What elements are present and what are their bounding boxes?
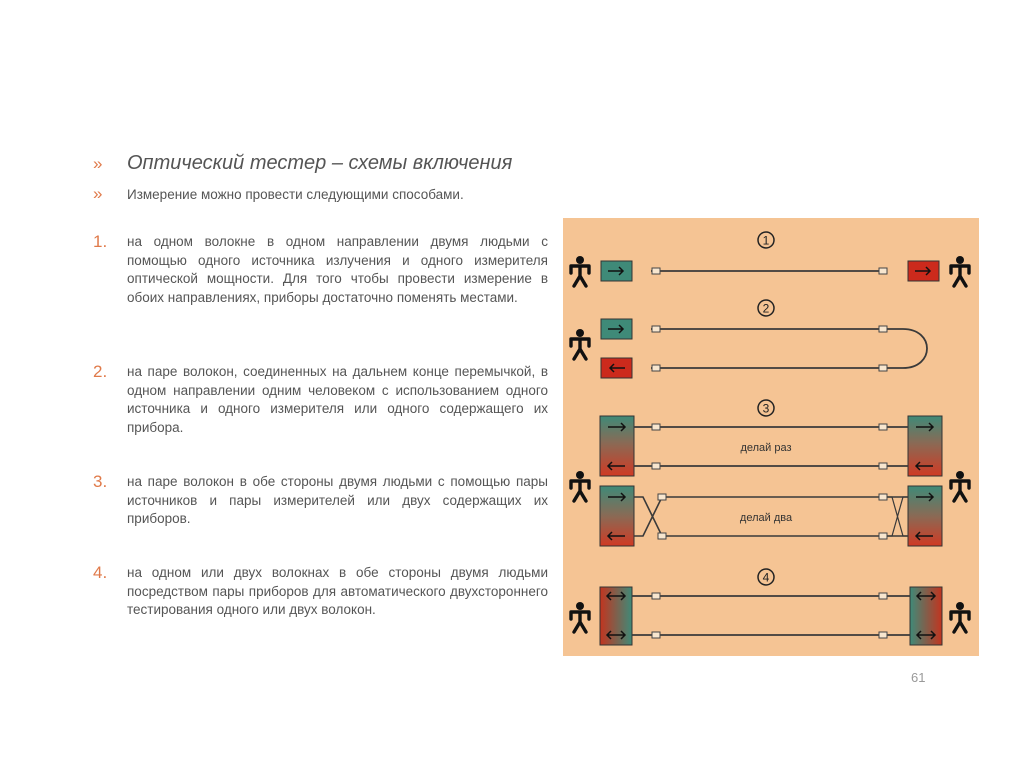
title-bullet xyxy=(93,152,512,175)
page-number: 61 xyxy=(911,670,926,685)
item-text: на паре волокон в обе стороны двумя людьми с помощью пары источников и пары измерителей или двух содержащих их приборов. xyxy=(127,474,548,527)
tester-device-icon xyxy=(600,486,634,546)
bullet-marker: » xyxy=(93,184,103,203)
bullet-marker: » xyxy=(93,154,103,173)
step-label: делай два xyxy=(739,512,793,524)
person-icon xyxy=(951,471,969,501)
method-item-2 xyxy=(93,363,548,437)
method-item-1 xyxy=(93,233,548,307)
person-icon xyxy=(571,471,589,501)
tester-device-icon xyxy=(908,416,942,476)
method-item-3 xyxy=(93,473,548,529)
person-icon xyxy=(571,256,589,286)
tester-device-icon xyxy=(908,486,942,546)
item-number: 4. xyxy=(93,563,108,582)
diagram-svg xyxy=(563,218,979,656)
item-text: на одном волокне в одном направлении двумя людьми с помощью одного источника излучения и одного измерителя оптической мощности. Для того чтобы провести измерение в обоих направлениях, приборы достаточно поменять местами. xyxy=(127,234,548,305)
scheme-number-label: 1 xyxy=(762,233,770,248)
scheme-number-label: 2 xyxy=(762,301,770,316)
scheme-2 xyxy=(571,300,927,378)
scheme-3 xyxy=(571,400,969,546)
method-item-4 xyxy=(93,564,548,620)
person-icon xyxy=(951,256,969,286)
item-number: 1. xyxy=(93,232,108,251)
step-label: делай раз xyxy=(740,442,792,454)
item-text: на паре волокон, соединенных на дальнем конце перемычкой, в одном направлении одним человеком с использованием одного источника и одного измерителя или одного содержащего их прибора. xyxy=(127,364,548,435)
person-icon xyxy=(571,602,589,632)
scheme-number-label: 4 xyxy=(762,570,770,585)
item-number: 3. xyxy=(93,472,108,491)
item-number: 2. xyxy=(93,362,108,381)
item-text: на одном или двух волокнах в обе стороны двумя людьми посредством пары приборов для автоматического двухстороннего тестирования одного или двух волокон. xyxy=(127,565,548,618)
subtitle-bullet xyxy=(93,184,464,204)
scheme-4 xyxy=(571,569,969,645)
slide-title: Оптический тестер – схемы включения xyxy=(127,152,513,174)
connection-schemes-diagram xyxy=(563,218,979,656)
loopback-patch-cord xyxy=(903,329,927,368)
person-icon xyxy=(571,329,589,359)
scheme-number-label: 3 xyxy=(762,401,770,416)
scheme-1 xyxy=(571,232,969,286)
slide-subtitle: Измерение можно провести следующими способами. xyxy=(127,187,464,202)
person-icon xyxy=(951,602,969,632)
tester-device-icon xyxy=(600,416,634,476)
